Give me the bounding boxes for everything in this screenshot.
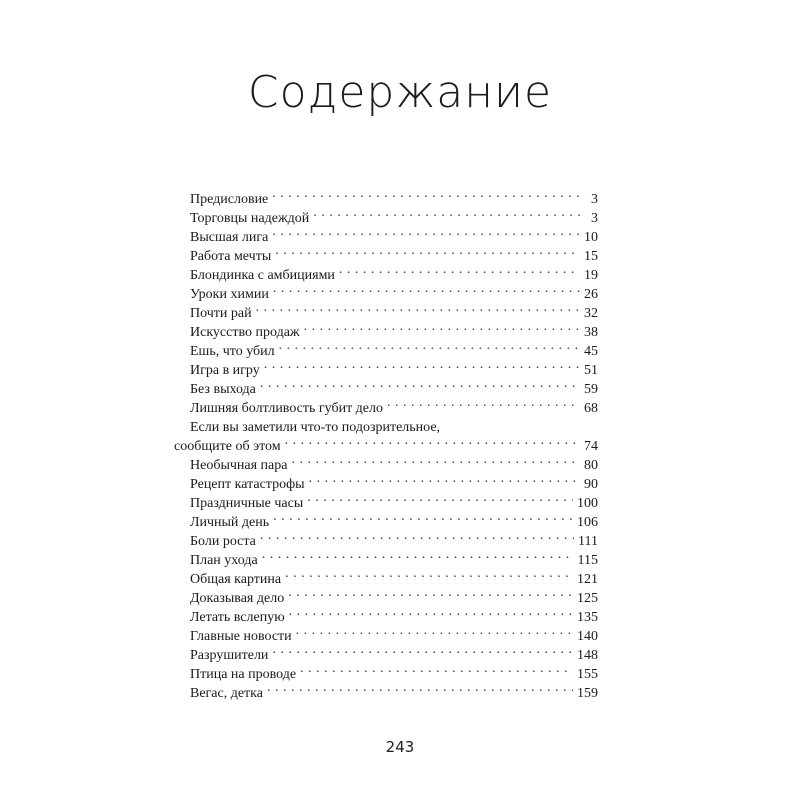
toc-entry-page: 3: [584, 190, 598, 209]
toc-entry-page: 59: [580, 380, 598, 399]
page-number: 243: [385, 738, 415, 756]
toc-entry-title: Высшая лига: [190, 230, 269, 245]
toc-entry-page: 10: [580, 228, 598, 247]
toc-entry-page: 74: [580, 437, 598, 456]
dot-leader: [296, 621, 573, 640]
dot-leader: [272, 640, 573, 659]
dot-leader: [272, 184, 584, 203]
toc-entry-title: Если вы заметили что-то подозрительное,: [190, 420, 441, 435]
dot-leader: [288, 583, 573, 602]
toc-entry-page: 148: [573, 646, 598, 665]
toc-entry-title: Предисловие: [190, 192, 269, 207]
toc-entry-title: План ухода: [190, 553, 258, 568]
dot-leader: [267, 678, 573, 697]
dot-leader: [285, 431, 580, 450]
dot-leader: [309, 469, 580, 488]
toc-entry-page: 100: [573, 494, 598, 513]
toc-entry-page: 45: [580, 342, 598, 361]
toc-entry-page: 106: [573, 513, 598, 532]
dot-leader: [264, 355, 580, 374]
dot-leader: [300, 659, 573, 678]
toc-entry-page: 26: [580, 285, 598, 304]
toc-entry-title: Работа мечты: [190, 249, 272, 264]
toc-entry-title: Праздничные часы: [190, 496, 304, 511]
toc-entry-title: Ешь, что убил: [190, 344, 275, 359]
toc-entry-page: 51: [580, 361, 598, 380]
toc-entry-page: 38: [580, 323, 598, 342]
toc-entry-page: 159: [573, 684, 598, 703]
dot-leader: [279, 336, 580, 355]
toc-entry-page: 90: [580, 475, 598, 494]
toc-entry-page: 32: [580, 304, 598, 323]
toc-entry-title: Блондинка с амбициями: [190, 268, 335, 283]
toc-entry-page: 15: [580, 247, 598, 266]
dot-leader: [260, 526, 574, 545]
dot-leader: [444, 412, 584, 431]
toc-entry-page: 155: [573, 665, 598, 684]
toc-entry-title: Искусство продаж: [190, 325, 300, 340]
toc-entry-page: 68: [580, 399, 598, 418]
toc-entry-page: 135: [573, 608, 598, 627]
toc-entry-page: 125: [573, 589, 598, 608]
dot-leader: [285, 564, 573, 583]
toc-entry-page: 111: [574, 532, 598, 551]
toc-entry-title: Боли роста: [190, 534, 256, 549]
toc-entry-title: Общая картина: [190, 572, 282, 587]
toc-entry-title: Летать вслепую: [190, 610, 285, 625]
dot-leader: [304, 317, 580, 336]
toc-entry-title: Почти рай: [190, 306, 252, 321]
toc-entry-title: Птица на проводе: [190, 667, 297, 682]
toc-entry-title: Разрушители: [190, 648, 269, 663]
toc-entry-title: Вегас, детка: [190, 686, 263, 701]
toc-entry-title: Необычная пара: [190, 458, 288, 473]
toc-entry-title: Личный день: [190, 515, 270, 530]
dot-leader: [256, 298, 580, 317]
dot-leader: [339, 260, 580, 279]
table-of-contents: [174, 184, 598, 701]
dot-leader: [289, 602, 573, 621]
dot-leader: [262, 545, 574, 564]
toc-entry-predislovie: [174, 184, 598, 207]
toc-entry-page: 3: [584, 209, 598, 228]
page-title: Содержание: [247, 67, 553, 119]
toc-entry-title: Рецепт катастрофы: [190, 477, 305, 492]
toc-entry-title: Доказывая дело: [190, 591, 285, 606]
toc-entry-title: Лишняя болтливость губит дело: [190, 401, 384, 416]
dot-leader: [275, 241, 580, 260]
dot-leader: [313, 203, 584, 222]
toc-entry-page: 19: [580, 266, 598, 285]
toc-entry-title: сообщите об этом: [174, 439, 281, 454]
toc-entry-page: 115: [574, 551, 598, 570]
toc-entry-title: Уроки химии: [190, 287, 269, 302]
toc-entry-page: 80: [580, 456, 598, 475]
dot-leader: [273, 507, 573, 526]
toc-entry-title: Игра в игру: [190, 363, 260, 378]
toc-entry-title: Главные новости: [190, 629, 292, 644]
dot-leader: [272, 222, 580, 241]
toc-entry-page: 140: [573, 627, 598, 646]
toc-entry-page: 121: [573, 570, 598, 589]
dot-leader: [307, 488, 573, 507]
dot-leader: [273, 279, 580, 298]
dot-leader: [387, 393, 580, 412]
toc-entry-title: Без выхода: [190, 382, 256, 397]
dot-leader: [260, 374, 580, 393]
dot-leader: [291, 450, 580, 469]
toc-entry-title: Торговцы надеждой: [190, 211, 310, 226]
